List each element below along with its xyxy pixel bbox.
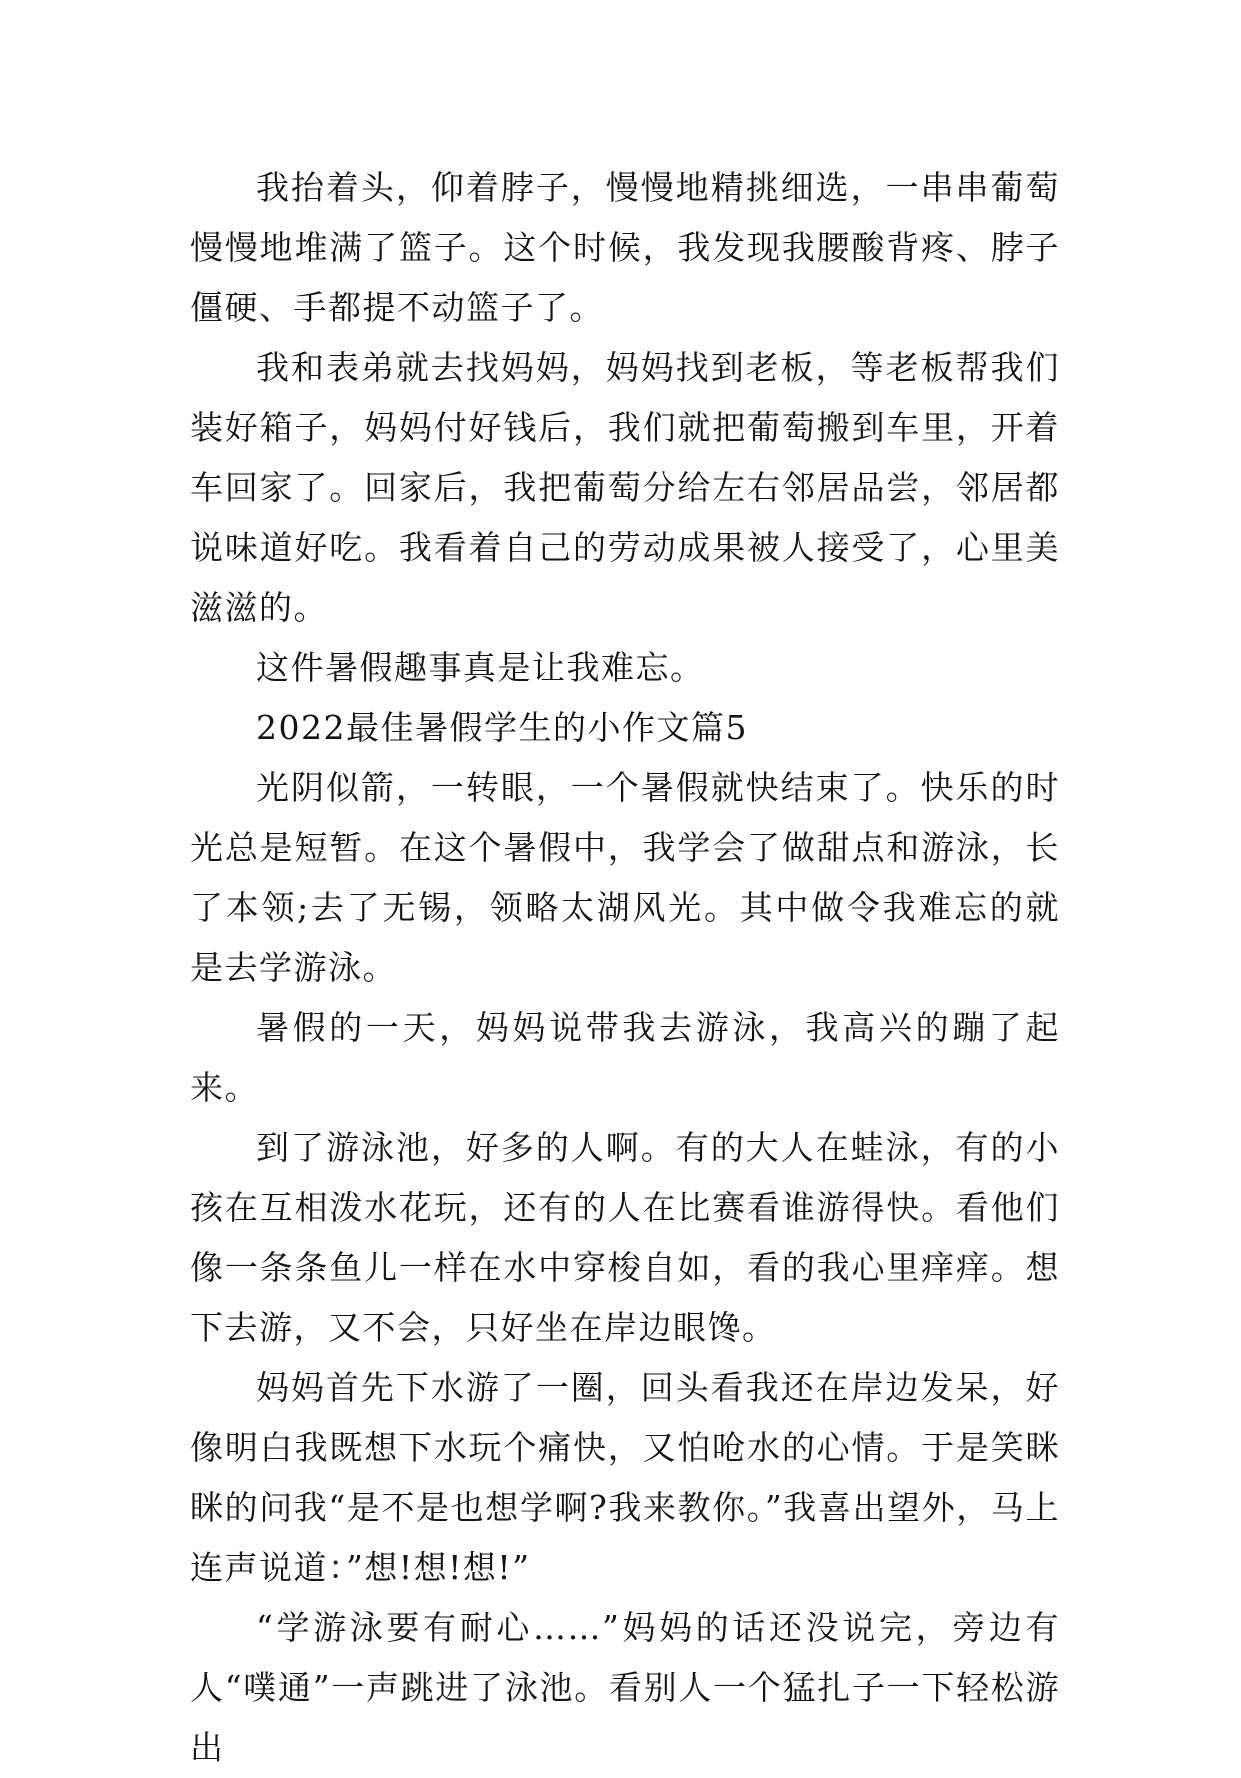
paragraph-7: 妈妈首先下水游了一圈，回头看我还在岸边发呆，好像明白我既想下水玩个痛快，又怕呛水的心情。于是笑眯眯的问我“是不是也想学啊?我来教你。”我喜出望外，马上连声说道：”想!想!想!” (190, 1368, 1060, 1587)
paragraph-2: 我和表弟就去找妈妈，妈妈找到老板，等老板帮我们装好箱子，妈妈付好钱后，我们就把葡萄搬到车里，开着车回家了。回家后，我把葡萄分给左右邻居品尝，邻居都说味道好吃。我看着自己的劳动成果被人接受了，心里美滋滋的。 (190, 348, 1060, 627)
paragraph-3: 这件暑假趣事真是让我难忘。 (256, 648, 705, 687)
document-page (190, 158, 1060, 1778)
paragraph-6: 到了游泳池，好多的人啊。有的大人在蛙泳，有的小孩在互相泼水花玩，还有的人在比赛看谁游得快。看他们像一条条鱼儿一样在水中穿梭自如，看的我心里痒痒。想下去游，又不会，只好坐在岸边眼馋。 (190, 1128, 1060, 1347)
paragraph-1: 我抬着头，仰着脖子，慢慢地精挑细选，一串串葡萄慢慢地堆满了篮子。这个时候，我发现我腰酸背疼、脖子僵硬、手都提不动篮子了。 (190, 168, 1060, 327)
section-heading: 2022最佳暑假学生的小作文篇5 (256, 708, 748, 747)
paragraph-8: “学游泳要有耐心……”妈妈的话还没说完，旁边有人“噗通”一声跳进了泳池。看别人一个猛扎子一下轻松游出 (190, 1608, 1060, 1767)
paragraph-4: 光阴似箭，一转眼，一个暑假就快结束了。快乐的时光总是短暂。在这个暑假中，我学会了做甜点和游泳，长了本领;去了无锡，领略太湖风光。其中做令我难忘的就是去学游泳。 (190, 768, 1060, 987)
paragraph-5: 暑假的一天，妈妈说带我去游泳，我高兴的蹦了起来。 (190, 1008, 1060, 1107)
